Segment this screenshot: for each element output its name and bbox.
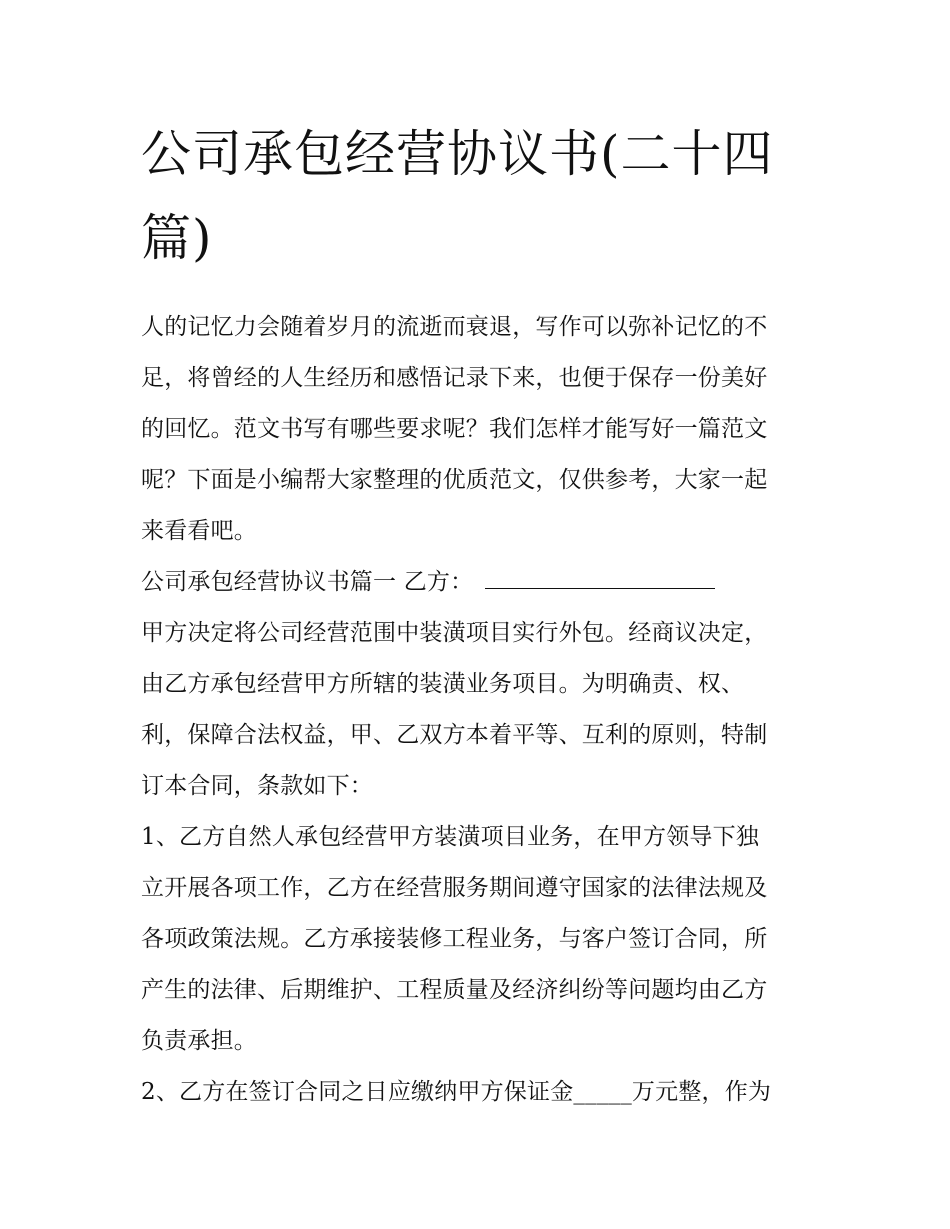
intro-line: 足，将曾经的人生经历和感悟记录下来，也便于保存一份美好 (141, 365, 768, 391)
intro-line: 的回忆。范文书写有哪些要求呢？我们怎样才能写好一篇范文 (141, 416, 768, 442)
document-body (141, 302, 813, 1118)
intro-line: 来看看吧。 (141, 518, 257, 544)
title-line-2: 篇) (141, 209, 213, 267)
section-heading-paragraph (141, 557, 813, 608)
clause-2 (141, 1067, 813, 1118)
section-heading-line (141, 557, 813, 608)
para1-line: 订本合同，条款如下： (141, 773, 373, 799)
clause-1 (141, 812, 813, 1067)
clause2-line: 2、乙方在签订合同之日应缴纳甲方保证金_____万元整，作为 (141, 1079, 772, 1105)
clause1-line: 负责承担。 (141, 1028, 257, 1054)
party-b-blank (485, 570, 715, 589)
intro-line: 呢？下面是小编帮大家整理的优质范文，仅供参考，大家一起 (141, 467, 768, 493)
clause1-line: 立开展各项工作，乙方在经营服务期间遵守国家的法律法规及 (141, 875, 768, 901)
para1-line: 甲方决定将公司经营范围中装潢项目实行外包。经商议决定， (141, 620, 768, 646)
intro-paragraph (141, 302, 813, 557)
section-heading: 公司承包经营协议书篇一 乙方： (141, 569, 474, 595)
intro-line: 人的记忆力会随着岁月的流逝而衰退，写作可以弥补记忆的不 (141, 314, 768, 340)
clause1-line: 1、乙方自然人承包经营甲方装潢项目业务，在甲方领导下独 (141, 824, 760, 850)
paragraph-1 (141, 608, 813, 812)
clause1-line: 各项政策法规。乙方承接装修工程业务，与客户签订合同，所 (141, 926, 768, 952)
clause1-line: 产生的法律、后期维护、工程质量及经济纠纷等问题均由乙方 (141, 977, 768, 1003)
para1-line: 由乙方承包经营甲方所辖的装潢业务项目。为明确责、权、 (141, 671, 745, 697)
document-page (141, 112, 813, 1118)
document-title (141, 112, 813, 280)
title-line-1: 公司承包经营协议书(二十四 (141, 125, 774, 183)
para1-line: 利，保障合法权益，甲、乙双方本着平等、互利的原则，特制 (141, 722, 768, 748)
